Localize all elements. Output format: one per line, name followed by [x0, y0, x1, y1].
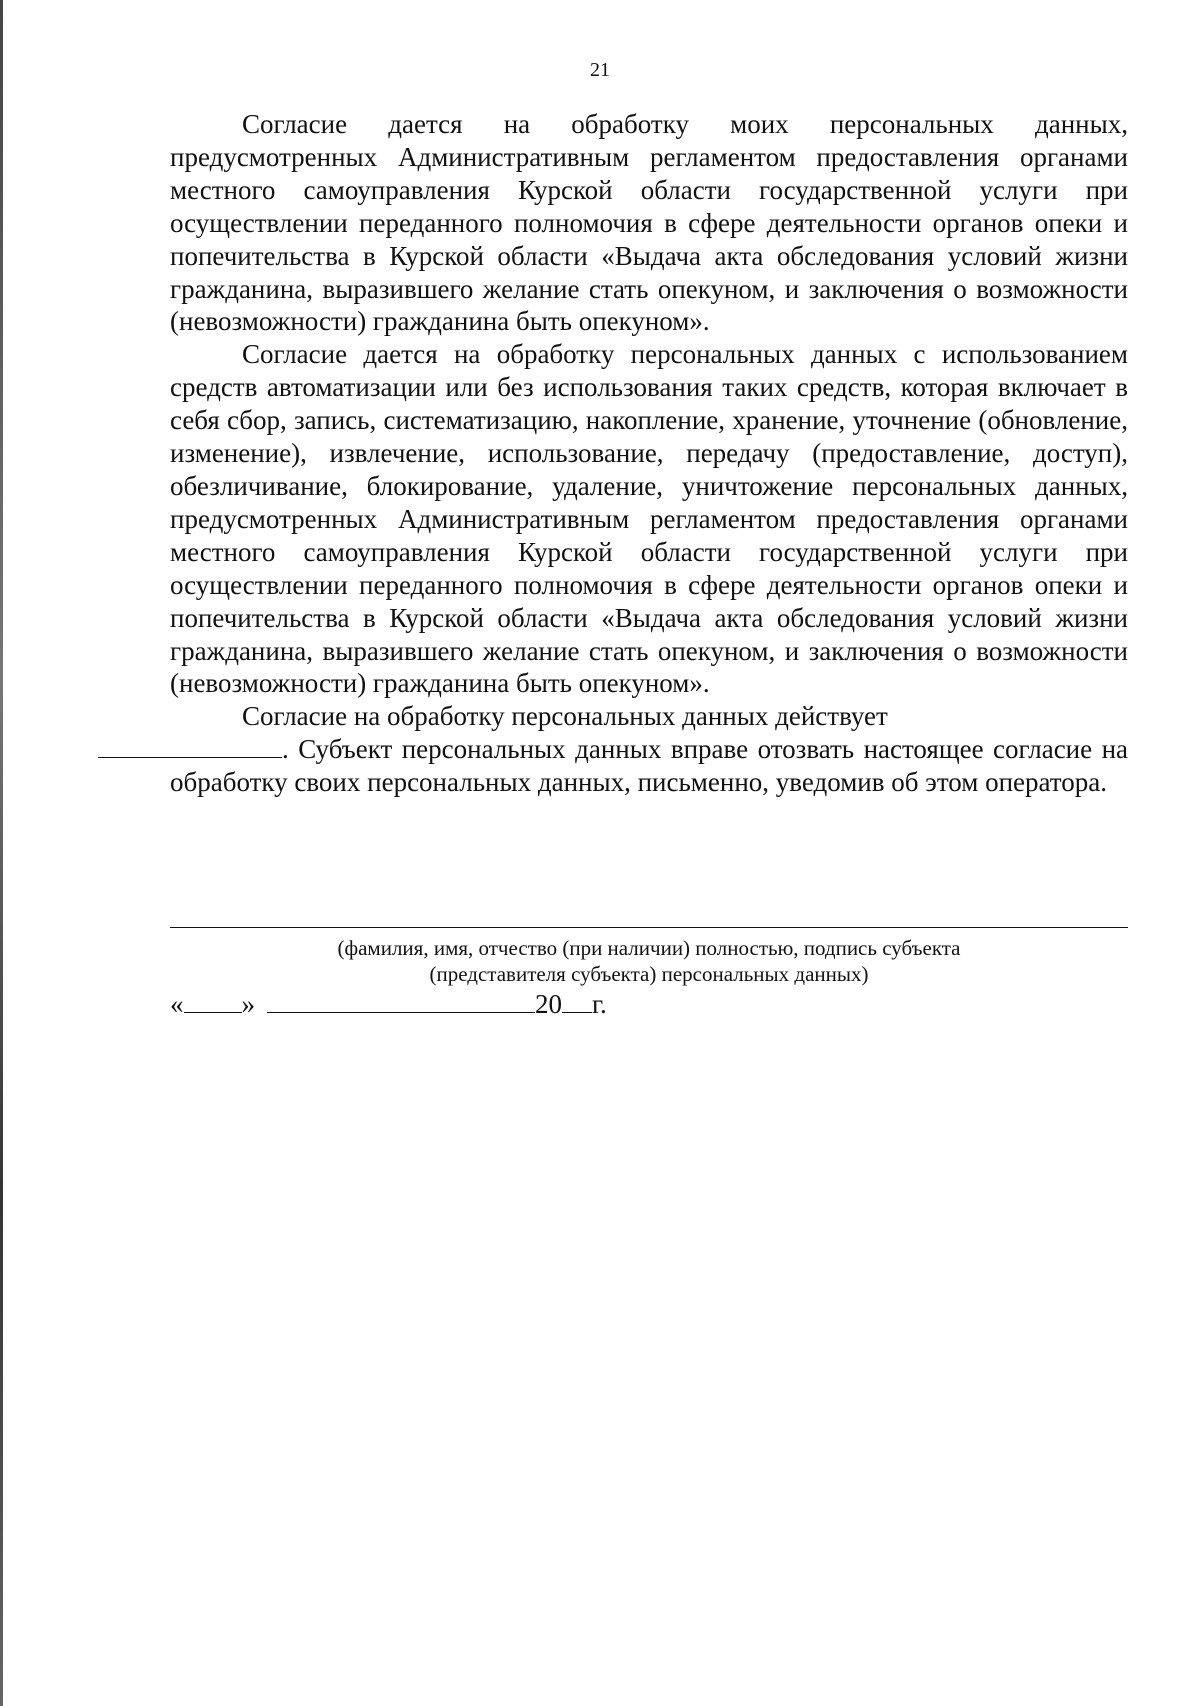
- signature-caption-line-2: (представителя субъекта) персональных данных): [429, 962, 869, 986]
- signature-caption-line-1: (фамилия, имя, отчество (при наличии) полностью, подпись субъекта: [337, 936, 961, 960]
- date-close-quote: »: [241, 989, 255, 1019]
- date-year-blank[interactable]: [562, 990, 592, 1013]
- validity-rest-text: . Субъект персональных данных вправе отозвать настоящее согласие на обработку своих персональных данных, письменно, уведомив об этом оператора.: [170, 734, 1128, 798]
- consent-paragraph-3: [170, 700, 1128, 799]
- date-year-suffix: г.: [592, 989, 607, 1019]
- page-number: 21: [590, 59, 610, 81]
- date-month-blank[interactable]: [267, 990, 535, 1013]
- scan-edge: [0, 0, 3, 1706]
- signature-block: [170, 927, 1128, 987]
- signature-line[interactable]: [170, 927, 1128, 928]
- date-open-quote: «: [170, 989, 184, 1019]
- consent-body: [170, 108, 1128, 799]
- validity-lead-text: Согласие на обработку персональных данных действует: [242, 701, 888, 732]
- date-day-blank[interactable]: [184, 990, 242, 1013]
- date-line: [170, 988, 607, 1020]
- signature-caption: [170, 935, 1128, 987]
- consent-paragraph-1: Согласие дается на обработку моих персональных данных, предусмотренных Административным регламентом предоставления органами местного самоуправления Курской области государственной услуги при осуществлении переданного полномочия в сфере деятельности органов опеки и попечительства в Курской области «Выдача акта обследования условий жизни гражданина, выразившего желание стать опекуном, и заключения о возможности (невозможности) гражданина быть опекуном».: [170, 109, 1128, 337]
- consent-paragraph-2: Согласие дается на обработку персональных данных с использованием средств автоматизации или без использования таких средств, которая включает в себя сбор, запись, систематизацию, накопление, хранение, уточнение (обновление, изменение), извлечение, использование, передачу (предоставление, доступ), обезличивание, блокирование, удаление, уничтожение персональных данных, предусмотренных Административным регламентом предоставления органами местного самоуправления Курской области государственной услуги при осуществлении переданного полномочия в сфере деятельности органов опеки и попечительства в Курской области «Выдача акта обследования условий жизни гражданина, выразившего желание стать опекуном, и заключения о возможности (невозможности) гражданина быть опекуном».: [170, 339, 1128, 699]
- date-year-prefix: 20: [535, 989, 562, 1019]
- validity-period-blank[interactable]: [98, 735, 282, 758]
